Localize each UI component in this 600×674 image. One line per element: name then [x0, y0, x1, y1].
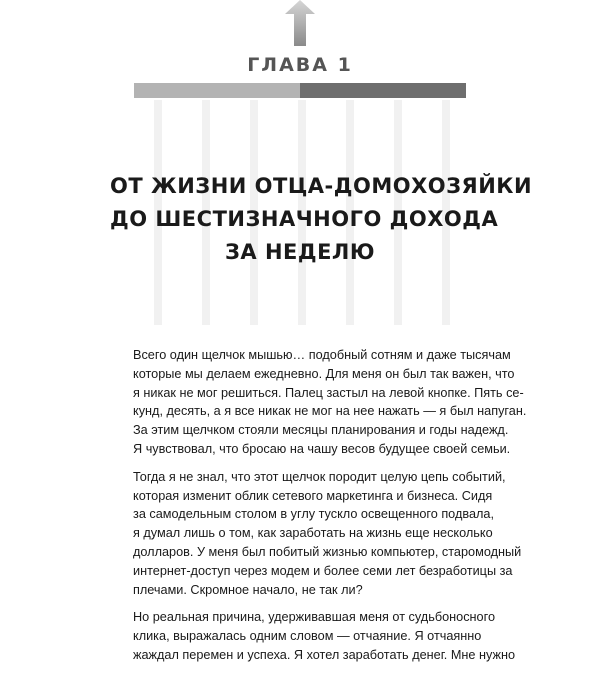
paragraph — [133, 346, 527, 459]
chapter-label: ГЛАВА 1 — [247, 54, 353, 76]
text-line: интернет-доступ через модем и более семи лет безработицы за — [133, 563, 513, 578]
text-line: Я чувствовал, что бросаю на чашу весов будущее своей семьи. — [133, 441, 511, 456]
arrow-up-icon — [285, 0, 315, 46]
chapter-title-line: ЗА НЕДЕЛЮ — [224, 240, 376, 264]
chapter-bar-right — [300, 83, 466, 98]
text-line: жаждал перемен и успеха. Я хотел заработать денег. Мне нужно — [133, 647, 516, 662]
paragraph — [133, 468, 522, 600]
chapter-title — [110, 170, 533, 269]
text-line: за самодельным столом в углу тускло освещенного подвала, — [133, 507, 495, 522]
text-line: Тогда я не знал, что этот щелчок породит целую цепь событий, — [133, 469, 506, 484]
text-line: За этим щелчком стояли месяцы планирования и годы надежд. — [133, 423, 509, 438]
text-line: клика, выражалась одним словом — отчаяние. Я отчаянно — [133, 629, 482, 644]
text-line: я никак не мог решиться. Палец застыл на левой кнопке. Пять се- — [133, 385, 524, 400]
text-line: которые мы делаем ежедневно. Для меня он был так важен, что — [133, 366, 515, 381]
text-line: плечами. Скромное начало, не так ли? — [133, 582, 363, 597]
text-line: Всего один щелчок мышью… подобный сотням и даже тысячам — [133, 348, 511, 362]
text-line: я думал лишь о том, как заработать на жизнь еще несколько — [133, 526, 493, 541]
text-line: которая изменит облик сетевого маркетинга и бизнеса. Сидя — [133, 488, 493, 503]
chapter-title-line: ОТ ЖИЗНИ ОТЦА-ДОМОХОЗЯЙКИ — [110, 174, 533, 198]
paragraph — [133, 608, 516, 664]
chapter-bar — [134, 83, 466, 98]
body-text — [133, 346, 527, 674]
text-line: Но реальная причина, удерживавшая меня от судьбоносного — [133, 610, 496, 625]
chapter-title-line: ДО ШЕСТИЗНАЧНОГО ДОХОДА — [110, 207, 499, 231]
chapter-bar-left — [134, 83, 300, 98]
text-line: кунд, десять, а я все никак не мог на нее нажать — я был напуган. — [133, 404, 527, 419]
text-line: долларов. У меня был побитый жизнью компьютер, старомодный — [133, 544, 522, 559]
